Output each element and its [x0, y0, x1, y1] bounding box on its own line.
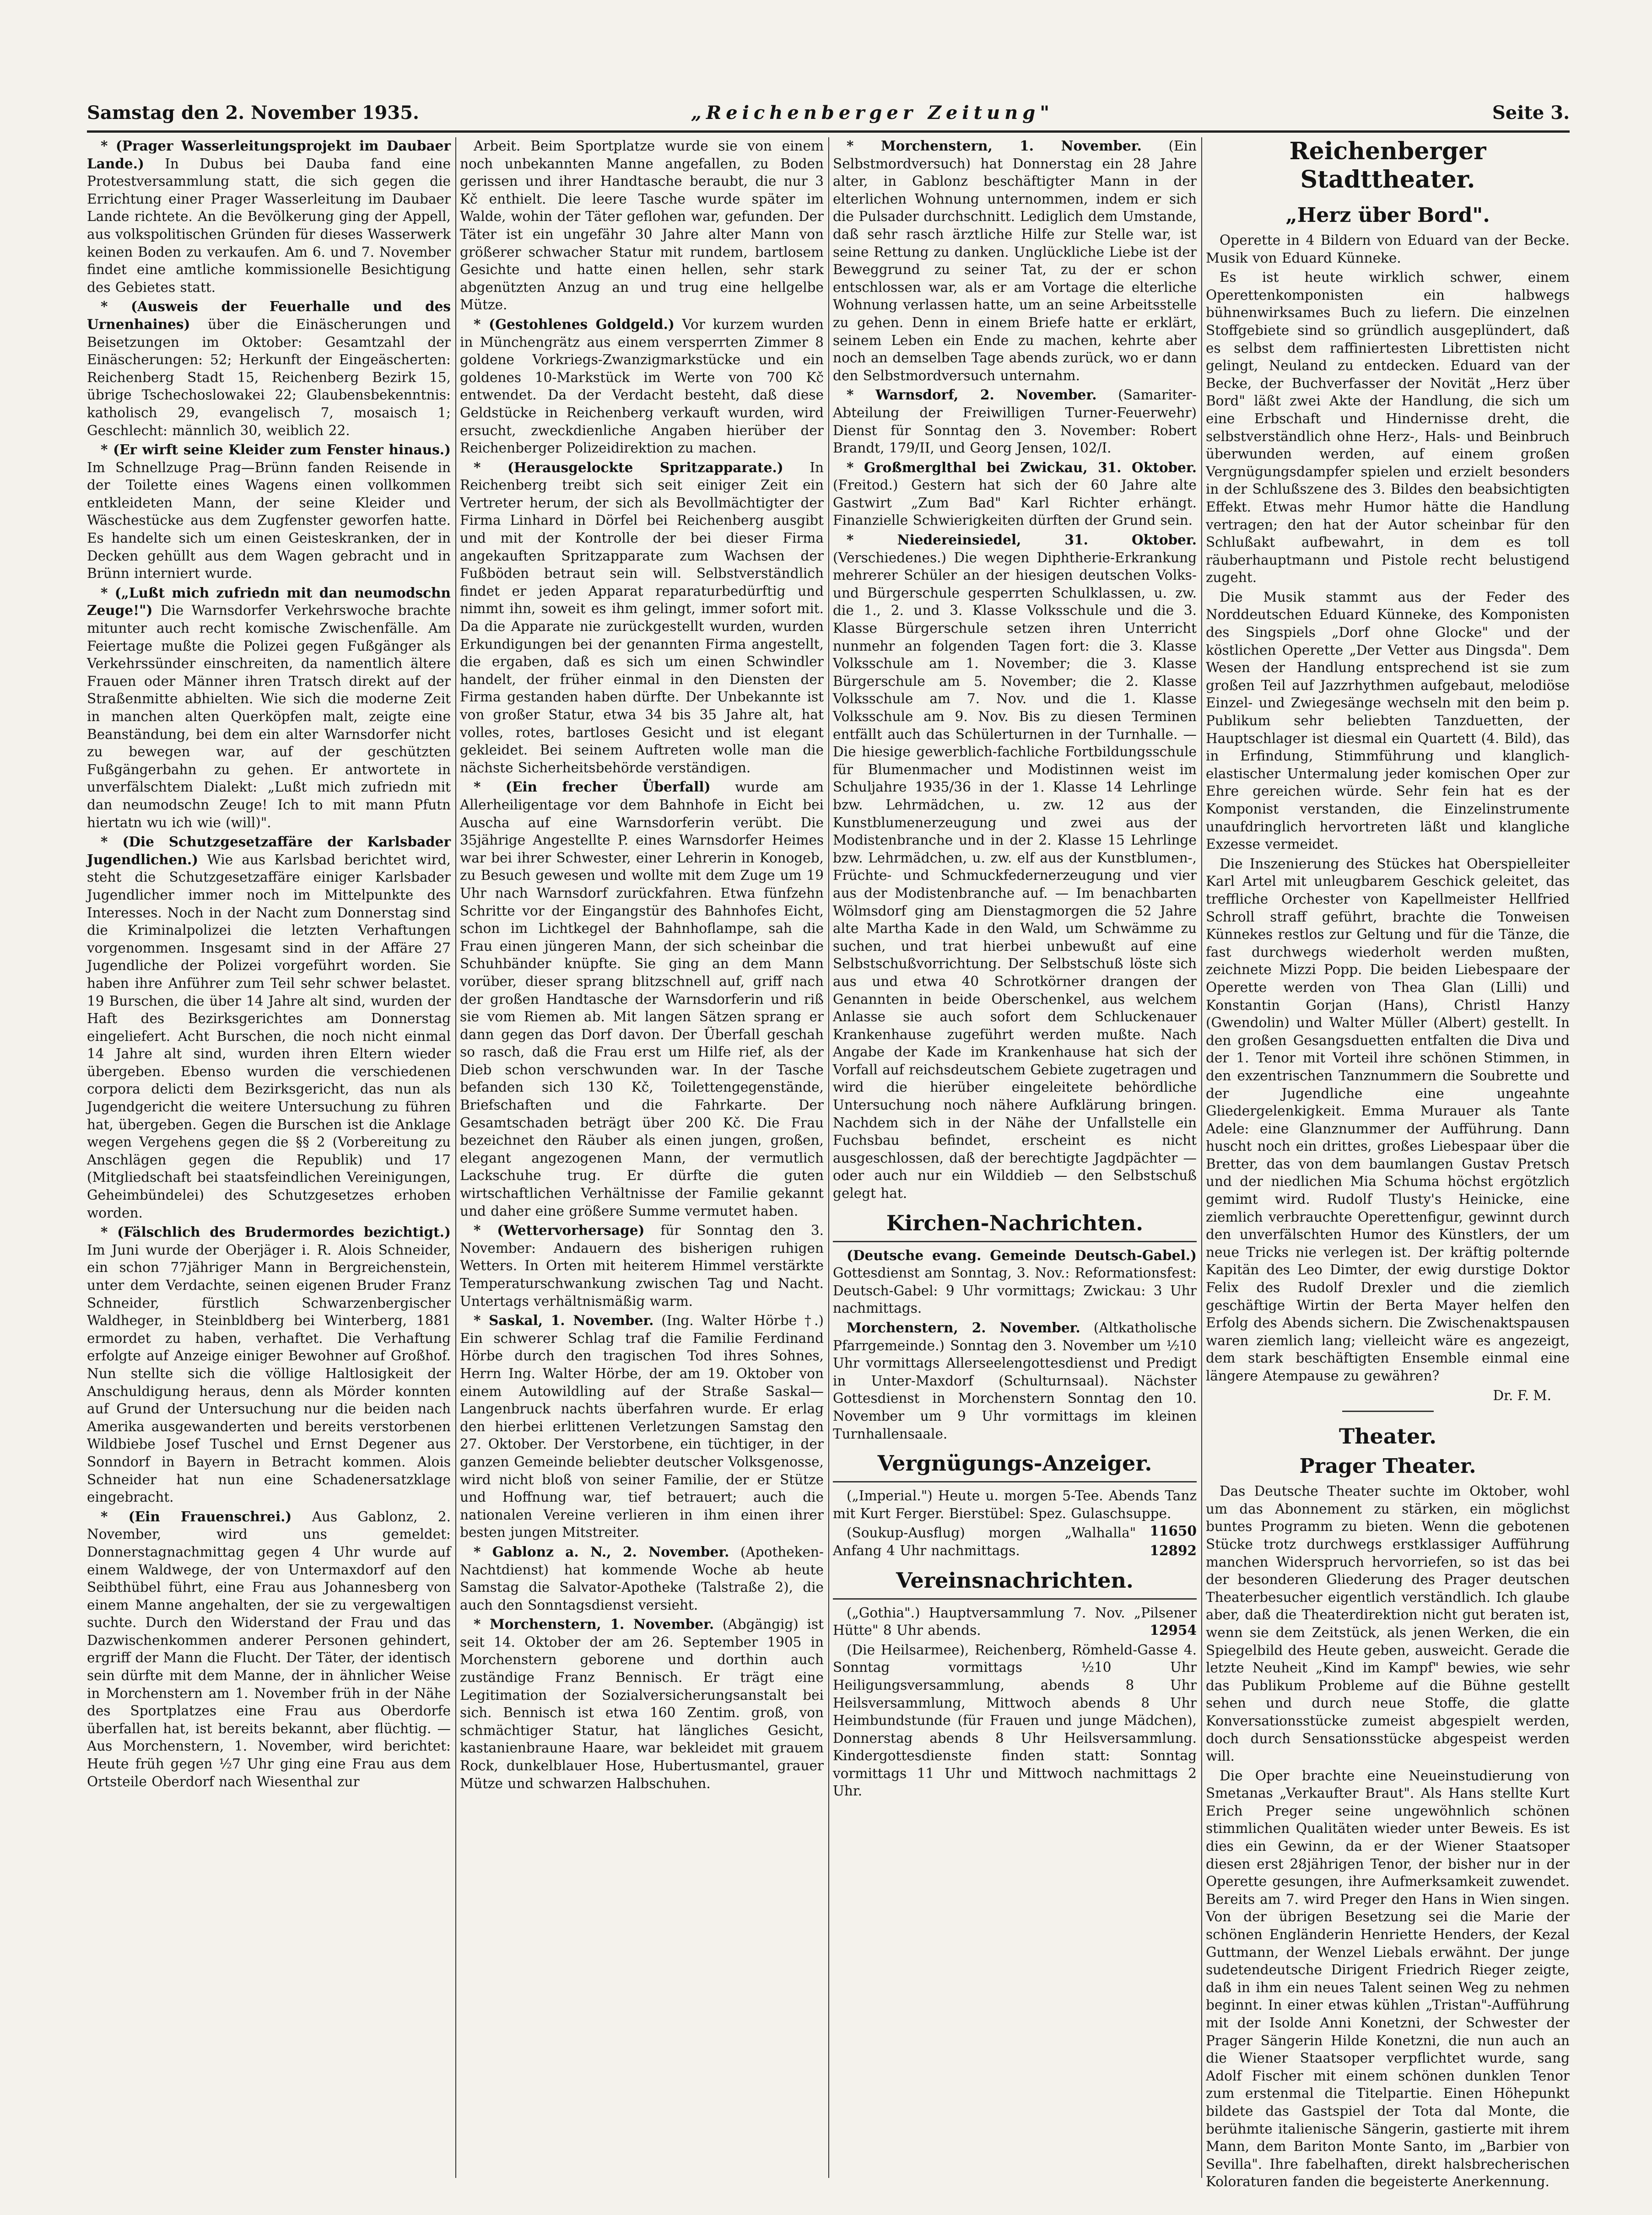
club-notice [833, 1641, 1197, 1800]
verein-heading: Vereinsnachrichten. [833, 1566, 1197, 1600]
article-lead: * (Prager Wasserleitungsprojekt im Daubaer Lande.) [87, 138, 451, 172]
article-lead: * (Ausweis der Feuerhalle und des Urnenhaines) [87, 298, 451, 332]
article-text: In Dubus bei Dauba fand eine Protestversammlung statt, die sich gegen die Errichtung einer Prager Wasserleitung im Daubaer Lande richtete. An die Bevölkerung ging der Appell, aus volkspolitischen Gründen für dieses Wasserwerk keinen Boden zu verkaufen. Am 6. und 7. November findet eine amtliche kommissionelle Besichtigung des Gebietes statt. [87, 156, 451, 295]
vergnuegung-heading: Vergnügungs-Anzeiger. [833, 1449, 1197, 1482]
news-item [87, 137, 451, 296]
review-paragraph: Das Deutsche Theater suchte im Oktober, wohl um das Abonnement zu stärken, ein möglichst buntes Programm zu bieten. Wenn die gebotenen Stücke trotz durchwegs erstklassiger Aufführung manchen Widerspruch hervorriefen, so ist das bei der besonderen Gliederung des Prager deutschen Theaterbesucher eigentlich verständlich. Ich glaube aber, daß die Theaterdirektion nicht gut beraten ist, wenn sie dem Zeitstück, als jenen Werken, die ein Spiegelbild des Heute geben, ausweicht. Gerade die letzte Neuheit „Kind im Kampf" bewies, wie sehr das Publikum Probleme auf die Bühne gestellt sehen und durch neue Stoffe, die glatte Konversationsstücke zumeist abgespielt werden, doch durch Sensationsstücke abgespeist werden will. [1206, 1483, 1570, 1764]
news-item [87, 833, 451, 1222]
theater-section-title: Reichenberger Stadttheater. [1289, 137, 1486, 194]
news-item [833, 137, 1197, 384]
column-rule [828, 137, 829, 2178]
notice-number: 12892 [1150, 1542, 1197, 1558]
header-page-number: Seite 3. [1492, 102, 1570, 124]
prague-theater-heading: Prager Theater. [1299, 1455, 1476, 1478]
article-text: (Apotheken-Nachtdienst) hat kommende Woche ab heute Samstag die Salvator-Apotheke (Talstraße 2), die auch den Sonntagsdienst versieht. [460, 1544, 824, 1613]
notice-text: (Soukup-Ausflug) morgen „Walhalla" Anfang 4 Uhr nachmittags. [833, 1525, 1136, 1558]
news-item [460, 1543, 824, 1614]
article-text: (Ein Selbstmordversuch) hat Donnerstag ein 28 Jahre alter, in Gablonz beschäftigter Mann in der elterlichen Wohnung unternommen, indem er sich die Pulsader durchschnitt. Lediglich dem Umstande, daß sehr rasch ärztliche Hilfe zur Stelle war, ist seine Rettung zu danken. Unglückliche Liebe ist der Beweggrund zu seiner Tat, zu der er schon entschlossen war, als er am Vortage die elterliche Wohnung verlassen hatte, um an seine Arbeitsstelle zu gehen. Denn in einem Briefe hatte er erklärt, seinem Leben ein Ende zu machen, kehrte aber noch an demselben Tage abends zurück, wo er dann den Selbstmordversuch unternahm. [833, 138, 1197, 383]
news-item [833, 459, 1197, 529]
news-item [87, 1508, 451, 1791]
article-text: für Sonntag den 3. November: Andauern des bisherigen ruhigen Wetters. In Orten mit heiterem Himmel verstärkte Temperaturschwankung zwischen Tag und Nacht. Untertags verhältnismäßig warm. [460, 1223, 824, 1309]
review-paragraph: Es ist heute wirklich schwer, einem Operettenkomponisten ein halbwegs bühnenwirksames Buch zu liefern. Die einzelnen Stoffgebiete sind so gründlich ausgeplündert, daß es selbst dem raffiniertesten Librettisten nicht gelingt, Neuland zu entdecken. Eduard van der Becke, der Buchverfasser der Novität „Herz über Bord" läßt zwei Akte der Handlung, die sich um eine Erbschaft und Hindernisse dreht, die selbstverständlich ohne Herz-, Hals- und Beinbruch überwunden werden, auf einem großen Vergnügungsdampfer spielen und erzielt besonders in der Schlußszene des 3. Bildes den beabsichtigten Effekt. Etwas mehr Humor hätte die Handlung vertragen; den hat der Autor scheinbar für den Schlußakt aufbewahrt, in dem es toll räuberhauptmann und Pistole recht belustigend zugeht. [1206, 269, 1570, 586]
play-title: „Herz über Bord". [1285, 204, 1490, 227]
article-columns [87, 137, 1570, 2190]
article-text: Arbeit. Beim Sportplatze wurde sie von einem noch unbekannten Manne angefallen, zu Boden gerissen und ihrer Handtasche beraubt, die nur 3 Kč enthielt. Die leere Tasche wurde später im Walde, wohin der Täter geflohen war, gefunden. Der Täter ist ein ungefähr 30 Jahre alter Mann von größerer schwacher Statur mit rundem, bartlosem Gesichte und hatte einen hellen, sehr stark abgenützten Anzug an und trug eine hellgelbe Mütze. [460, 138, 824, 313]
news-item [460, 459, 824, 777]
news-item [460, 1616, 824, 1792]
notice-text: („Imperial.") Heute u. morgen 5-Tee. Abends Tanz mit Kurt Ferger. Bierstübel: Spez. Gulaschsuppe. [833, 1488, 1197, 1521]
article-text: (Freitod.) Gestern hat sich der 60 Jahre alte Gastwirt „Zum Bad" Karl Richter erhängt. Finanzielle Schwierigkeiten dürften der Grund sein. [833, 477, 1197, 528]
column-1 [87, 137, 451, 2178]
news-item [460, 1222, 824, 1310]
review-signature: Dr. F. M. [1493, 1387, 1551, 1403]
article-text: (Samariter-Abteilung der Freiwilligen Turner-Feuerwehr) Dienst für Sonntag den 3. November: Robert Brandt, 179/II, und Georg Jensen, 102/I. [833, 387, 1197, 456]
article-lead: * Gablonz a. N., 2. November. [474, 1543, 729, 1560]
column-4 [1206, 137, 1570, 2190]
article-text: (Abgängig) ist seit 14. Oktober der am 26. September 1905 in Morchenstern geborene und dorthin auch zuständige Franz Bennisch. Er trägt eine Legitimation der Sozialversicherungsanstalt bei sich. Bennisch ist etwa 160 Zentim. groß, von schmächtiger Statur, hat längliches Gesicht, kastanienbraune Haare, war bekleidet mit grauem Rock, dunkelblauer Hose, Hubertusmantel, grauer Mütze und schwarzen Halbschuhen. [460, 1617, 824, 1791]
news-item [460, 778, 824, 1220]
news-item [87, 1223, 451, 1506]
notice-text: (Die Heilsarmee), Reichenberg, Römheld-Gasse 4. Sonntag vormittags ½10 Uhr Heiligungsversammlung, abends 8 Uhr Heilsversammlung, Mittwoch abends 8 Uhr Heimbundstunde (für Frauen und junge Mädchen), Donnerstag abends 8 Uhr Heilsversammlung. Kindergottesdienste finden statt: Sonntag vormittags 11 Uhr und Mittwoch nachmittags 2 Uhr. [833, 1642, 1197, 1799]
article-lead: (Deutsche evang. Gemeinde Deutsch-Gabel.) [847, 1247, 1197, 1263]
header-masthead: „Reichenberger Zeitung" [691, 102, 1054, 124]
news-item [460, 137, 824, 314]
article-lead: * Saskal, 1. November. [474, 1312, 654, 1329]
news-item [87, 298, 451, 439]
church-notice [833, 1319, 1197, 1443]
article-text: Die Warnsdorfer Verkehrswoche brachte mitunter auch recht komische Zwischenfälle. Am Feiertage mußte die Polizei gegen Fußgänger als Verkehrssünder einschreiten, da namentlich ältere Frauen oder Männer ihren Tratsch direkt auf der Straßenmitte abhielten. Wie sich die moderne Zeit in manchen alten Querköpfen malt, zeigte eine Beanständung, bei dem ein alter Warnsdorfer nicht zu bewegen war, auf der geschützten Fußgängerbahn zu gehen. Er antwortete in unverfälschtem Dialekt: „Lußt mich zufriedn mit dan neumodschn Zeuge! Ich to mit mann Pfutn hiertatn wu ich wie (will)". [87, 603, 451, 830]
article-lead: * (Herausgelockte Spritzapparate.) [474, 459, 783, 475]
review-paragraph: Operette in 4 Bildern von Eduard van der Becke. Musik von Eduard Künneke. [1206, 232, 1570, 266]
entertainment-ad [833, 1487, 1197, 1539]
kirchen-heading: Kirchen-Nachrichten. [833, 1209, 1197, 1242]
article-lead: * Großmerglthal bei Zwickau, 31. Oktober. [847, 459, 1197, 475]
column-2 [460, 137, 824, 2178]
article-lead: * (Ein Frauenschrei.) [101, 1508, 292, 1525]
article-lead: * (Gestohlenes Goldgeld.) [474, 316, 675, 332]
review-paragraph: Die Inszenierung des Stückes hat Oberspielleiter Karl Artel mit unleugbarem Geschick geleitet, das treffliche Orchester von Kapellmeister Hellfried Schroll straff geführt, brachte die Tonweisen Künnekes restlos zur Geltung und für die Tänze, die fast durchwegs wiederholt werden mußten, zeichnete Mizzi Popp. Die beiden Liebespaare der Operette werden von Thea Glan (Lilli) und Konstantin Gorjan (Hans), Christl Hanzy (Gwendolin) und Walter Müller (Albert) gestellt. In den großen Gesangsduetten entfalten die Diva und der 1. Tenor mit Vorteil ihre schönen Stimmen, in den exzentrischen Tanznummern die Soubrette und der Jugendliche eine ungeahnte Gliedergelenkigkeit. Emma Murauer als Tante Adele: eine Glanznummer der Aufführung. Dann huscht noch ein drittes, großes Liebespaar über die Bretter, das von dem baumlangen Gustav Pretsch und der niedlichen Mia Schuma höchst ergötzlich gemimt wird. Rudolf Tlusty's Heinicke, eine ziemlich verbrauchte Operettenfigur, gewinnt durch den unverfälschten Humor des Künstlers, der um neue Tricks nie verlegen ist. Der kräftig polternde Kapitän des Leo Dimter, der ewig durstige Doktor Felix des Rudolf Drexler und die ziemlich geschäftige Wirtin der Berta Mayer helfen den Erfolg des Abends sichern. Die Zwischenaktspausen waren ziemlich lang; vielleicht wäre es angezeigt, dem stark beschäftigten Ensemble einmal eine längere Atempause zu gewähren? [1206, 856, 1570, 1384]
article-text: Gottesdienst am Sonntag, 3. Nov.: Reformationsfest: Deutsch-Gabel: 9 Uhr vormittags; Zwickau: 3 Uhr nachmittags. [833, 1265, 1197, 1316]
notice-text: („Gothia".) Hauptversammlung 7. Nov. „Pilsener Hütte" 8 Uhr abends. [833, 1605, 1197, 1638]
news-item [833, 531, 1197, 1202]
divider [1342, 1411, 1434, 1412]
article-lead: * (Ein frecher Überfall) [474, 779, 711, 795]
article-text: wurde am Allerheiligentage vor dem Bahnhofe in Eicht bei Auscha auf eine Warnsdorferin verübt. Die 35jährige Angestellte P. eines Warnsdorfer Heimes war bei ihrer Schwester, einer Lehrerin in Konogeb, zu Besuch gewesen und wollte mit dem Zuge um 19 Uhr nach Warnsdorf zurückfahren. Etwa fünfzehn Schritte vor der Eingangstür des Bahnhofes Eicht, schon im Lichtkegel der Bahnhoflampe, sah die Frau einen jüngeren Mann, der sich scheinbar die Schuhbänder knüpfte. Sie ging an dem Mann vorüber, dieser sprang blitzschnell auf, griff nach der großen Handtasche der Warnsdorferin und riß sie vom Riemen ab. Mit langen Sätzen sprang er dann gegen das Dorf davon. Der Überfall geschah so rasch, daß die Frau erst um Hilfe rief, als der Dieb schon verschwunden war. In der Tasche befanden sich 130 Kč, Toilettengegenstände, Briefschaften und die Fahrkarte. Der Gesamtschaden beträgt über 200 Kč. Die Frau bezeichnet den Räuber als einen jungen, großen, elegant angezogenen Mann, der vermutlich Lackschuhe trug. Er dürfte die guten wirtschaftlichen Verhältnisse der Familie gekannt und daher eine größere Summe vermutet haben. [460, 779, 824, 1219]
article-text: Wie aus Karlsbad berichtet wird, steht die Schutzgesetzaffäre einiger Karlsbader Jugendlicher immer noch im Mittelpunkte des Interesses. Noch in der Nacht zum Donnerstag sind die Kriminalpolizei die letzten Verhaftungen vorgenommen. Insgesamt sind in der Affäre 27 Jugendliche der Polizei vorgeführt worden. Sie haben ihre Anführer zum Teil sehr schwer belastet. 19 Burschen, die über 14 Jahre alt sind, wurden der Haft des Bezirksgerichtes am Donnerstag eingeliefert. Acht Burschen, die noch nicht einmal 14 Jahre alt sind, wurden ihren Eltern wieder übergeben. Ebenso wurden die verschiedenen corpora delicti dem Bezirksgericht, das nun als Jugendgericht die weitere Untersuchung zu führen hat, übergeben. Gegen die Burschen ist die Anklage wegen Vergehens gegen die §§ 2 (Vorbereitung zu Anschlägen gegen die Republik) und 17 (Mitgliedschaft bei staatsfeindlichen Vereinigungen, Geheimbündelei) des Schutzgesetzes erhoben worden. [87, 852, 451, 1221]
news-item [87, 584, 451, 831]
article-lead: Morchenstern, 2. November. [847, 1320, 1080, 1336]
article-lead: * Morchenstern, 1. November. [474, 1616, 714, 1633]
article-text: über die Einäscherungen und Beisetzungen im Oktober: Gesamtzahl der Einäscherungen: 52; Herkunft der Eingeäscherten: Reichenberg Stadt 15, Reichenberg Bezirk 15, übrige Tschechoslowakei 22; Glaubensbekenntnis: katholisch 29, evangelisch 7, mosaisch 1; Geschlecht: männlich 30, weiblich 22. [87, 316, 451, 438]
article-lead: * Morchenstern, 1. November. [847, 138, 1142, 154]
article-lead: * (Fälschlich des Brudermordes bezichtigt.) [101, 1224, 451, 1240]
article-text: Aus Gablonz, 2. November, wird uns gemeldet: Donnerstagnachmittag gegen 4 Uhr wurde auf einem Waldwege, der von Untermaxdorf auf den Seibthübel führt, eine Frau aus Johannesberg von einem Manne angehalten, der sie zu vergewaltigen suchte. Durch den Widerstand der Frau und das Dazwischenkommen anderer Personen gehindert, ergriff der Mann die Flucht. Der Täter, der identisch sein dürfte mit dem Manne, der in ähnlicher Weise in Morchenstern am 1. November früh in der Nähe des Sportplatzes eine Frau aus Oberdorfe überfallen hat, ist bereits bekannt, aber flüchtig. — Aus Morchenstern, 1. November, wird berichtet: Heute früh gegen ½7 Uhr ging eine Frau aus dem Ortsteile Oberdorf nach Wiesenthal zur [87, 1509, 451, 1789]
notice-number: 12954 [1150, 1622, 1197, 1638]
page-header [87, 98, 1570, 133]
notice-number: 11650 [1150, 1523, 1197, 1539]
theater-heading: Theater. [1339, 1424, 1437, 1449]
article-lead: * (Die Schutzgesetzaffäre der Karlsbader Jugendlichen.) [87, 834, 451, 868]
article-lead: * (Wettervorhersage) [474, 1222, 645, 1239]
article-text: Im Schnellzuge Prag—Brünn fanden Reisende in der Toilette eines Wagens einen vollkommen entkleideten Mann, der seine Kleider und Wäschestücke aus dem Zugfenster geworfen hatte. Es handelte sich um einen Geisteskranken, der in Decken gehüllt aus dem Wagen gebracht und in Brünn interniert wurde. [87, 459, 451, 582]
review-paragraph: Die Musik stammt aus der Feder des Norddeutschen Eduard Künneke, des Komponisten des Singspiels „Dorf ohne Glocke" und der köstlichen Operette „Der Vetter aus Dingsda". Dem Wesen der Handlung entsprechend ist sie zum großen Teil auf Jazzrhythmen aufgebaut, melodiöse Einzel- und Zwiegesänge wechseln mit den beim p. Publikum sehr beliebten Tanzduetten, der Hauptschlager ist diesmal ein Quartett (4. Bild), das in Erfindung, Stimmführung und klanglich-elastischer Untermalung jeder komischen Oper zur Ehre gereichen würde. Sehr fein hat es der Komponist verstanden, die Einzelinstrumente unaufdringlich hervortreten läßt und klangliche Exzesse vermeidet. [1206, 589, 1570, 852]
header-date: Samstag den 2. November 1935. [87, 102, 419, 124]
article-text: In Reichenberg treibt sich seit einiger Zeit ein Vertreter herum, der sich als Bevollmächtigter der Firma Linhard in Dörfel bei Reichenberg ausgibt und mit der Kontrolle der bei dieser Firma angekauften Spritzapparate zum Wachsen der Fußböden betraut sein will. Selbstverständlich findet er jeden Apparat reparaturbedürftig und nimmt ihn, soweit es ihm gelingt, immer sofort mit. Da die Apparate nie zurückgestellt wurden, wurden Erkundigungen bei der genannten Firma angestellt, die ergaben, daß es sich um einen Schwindler handelt, der früher einmal in den Diensten der Firma gestanden haben dürfte. Der Unbekannte ist von großer Statur, etwa 34 bis 35 Jahre alt, hat volles, rotes, bartloses Gesicht und ist elegant gekleidet. Bei seinem Auftreten wolle man die nächste Sicherheitsbehörde verständigen. [460, 459, 824, 776]
article-text: (Ing. Walter Hörbe †.) Ein schwerer Schlag traf die Familie Ferdinand Hörbe durch den tragischen Tod ihres Sohnes, Herrn Ing. Walter Hörbe, der am 19. Oktober von einem Autowildling auf der Straße Saskal—Langenbruck nachts überfahren wurde. Er erlag den hierbei erlittenen Verletzungen Samstag den 27. Oktober. Der Verstorbene, ein tüchtiger, in der ganzen Gemeinde beliebter deutscher Volksgenosse, wird nicht bloß von seiner Familie, der er Stütze und Hoffnung war, tief betrauert; auch die nationalen Vereine verlieren in ihm einen ihrer besten jungen Mitstreiter. [460, 1313, 824, 1541]
news-item [460, 316, 824, 457]
article-lead: * (Er wirft seine Kleider zum Fenster hinaus.) [101, 442, 451, 458]
news-item [460, 1312, 824, 1541]
article-lead: * Niedereinsiedel, 31. Oktober. [847, 532, 1197, 548]
article-text: Im Juni wurde der Oberjäger i. R. Alois Schneider, ein schon 77jähriger Mann in Bergreichenstein, unter dem Verdachte, seinen eigenen Bruder Franz Schneider, fürstlich Schwarzenbergischer Waldheger, in Steinbldberg bei Winterberg, 1881 ermordet zu haben, verhaftet. Die Verhaftung erfolgte auf Anzeige einiger Bewohner auf Großhof. Nun stellte sich die völlige Haltlosigkeit der Anschuldigung heraus, denn als Mörder konnten auf Grund der Untersuchung nur die beiden nach Amerika ausgewanderten und bereits verstorbenen Wildbiebe Josef Tuschel und Ernst Degener aus Sonndorf in Bayern in Betracht kommen. Alois Schneider hat nun eine Schadenersatzklage eingebracht. [87, 1242, 451, 1505]
article-lead: * („Lußt mich zufriedn mit dan neumodschn Zeuge!") [87, 584, 451, 619]
article-text: Vor kurzem wurden in Münchengrätz aus einem versperrten Zimmer 8 goldene Vorkriegs-Zwanzigmarkstücke und ein goldenes 10-Markstück im Werte von 700 Kč entwendet. Da der Verdacht besteht, daß diese Geldstücke in Reichenberg verkauft wurden, wird ersucht, zweckdienliche Angaben hierüber der Reichenberger Polizeidirektion zu machen. [460, 316, 824, 456]
review-paragraph: Die Oper brachte eine Neueinstudierung von Smetanas „Verkaufter Braut". Als Hans stellte Kurt Erich Preger seine ungewöhnlich schönen stimmlichen Qualitäten wieder unter Beweis. Es ist dies ein Gewinn, da er der Wiener Staatsoper diesen erst 28jährigen Tenor, der bisher nur in der Operette gesungen, ihre Aufmerksamkeit zuwendet. Bereits am 7. wird Preger den Hans in Wien singen. Von der übrigen Besetzung sei die Marie der schönen Engländerin Henriette Henders, der Kezal Guttmann, der Wenzel Liebals erwähnt. Der junge sudetendeutsche Dirigent Friedrich Rieger zeigte, daß in ihm ein neues Talent seinen Weg zu nehmen beginnt. In einer etwas kühlen „Tristan"-Aufführung mit der Isolde Anni Konetzni, der Schwester der Prager Sängerin Hilde Konetzni, die nun auch an die Wiener Staatsoper verpflichtet wurde, sang Adolf Fischer mit einem schönen dunklen Tenor zum erstenmal die Titelpartie. Einen Höhepunkt bildete das Gastspiel der Tota dal Monte, die berühmte italienische Sängerin, gastierte mit ihrem Mann, dem Bariton Monte Santo, im „Barbier von Sevilla". Ihre fabelhaften, direkt halsbrecherischen Koloraturen fanden die begeisterte Anerkennung. [1206, 1768, 1570, 2190]
article-text: (Verschiedenes.) Die wegen Diphtherie-Erkrankung mehrerer Schüler an der hiesigen deutschen Volks- und Bürgerschule gesperrten Schulklassen, u. zw. die 1., 2. und 3. Klasse Volksschule und die 3. Klasse Bürgerschule setzen ihren Unterricht nunmehr an folgenden Tagen fort: die 3. Klasse Volksschule am 1. November; die 3. Klasse Bürgerschule am 5. November; die 2. Klasse Volksschule am 7. Nov. und die 1. Klasse Volksschule am 9. Nov. Bis zu diesen Terminen entfällt auch das Schülerturnen in der Turnhalle. — Die hiesige gewerblich-fachliche Fortbildungsschule für Blumenmacher und Modistinnen weist im Schuljahre 1935/36 in der 1. Klasse 14 Lehrlinge bzw. Lehrmädchen, u. zw. 12 aus der Kunstblumenerzeugung und zwei aus der Modistenbranche und in der 2. Klasse 15 Lehrlinge bzw. Lehrmädchen, u. zw. elf aus der Kunstblumen-, Früchte- und Schmuckfedernerzeugung und vier aus der Modistenbranche auf. — Im benachbarten Wölmsdorf ging am Dienstagmorgen die 52 Jahre alte Martha Kade in den Wald, um Schwämme zu suchen, und trat hierbei unbewußt auf eine Selbstschußvorrichtung. Der Selbstschuß löste sich aus und etwa 40 Schrotkörner drangen der Genannten in beide Oberschenkel, aus welchem Anlasse sie auch sofort dem Schluckenauer Krankenhause zugeführt werden mußte. Nach Angabe der Kade im Krankenhause hat sich der Vorfall auf reichsdeutschem Gebiete zugetragen und wird die hierüber eingeleitete behördliche Untersuchung noch nähere Aufklärung bringen. Nachdem sich in der Nähe der Unfallstelle ein Fuchsbau befindet, erscheint es nicht ausgeschlossen, daß der berechtigte Jagdpächter — oder auch nur ein Wilddieb — den Selbstschuß gelegt hat. [833, 550, 1197, 1202]
club-notice [833, 1604, 1197, 1639]
news-item [833, 386, 1197, 457]
church-notice [833, 1247, 1197, 1317]
article-text: (Altkatholische Pfarrgemeinde.) Sonntag den 3. November um ½10 Uhr vormittags Allerseelengottesdienst und Predigt in Unter-Maxdorf (Schulturnsaal). Nächster Gottesdienst in Morchenstern Sonntag den 10. November um 9 Uhr vormittags im kleinen Turnhallensaale. [833, 1320, 1197, 1442]
article-lead: * Warnsdorf, 2. November. [847, 387, 1097, 403]
news-item [87, 441, 451, 582]
column-rule [1201, 137, 1202, 2178]
column-3 [833, 137, 1197, 2178]
column-rule [455, 137, 456, 2178]
